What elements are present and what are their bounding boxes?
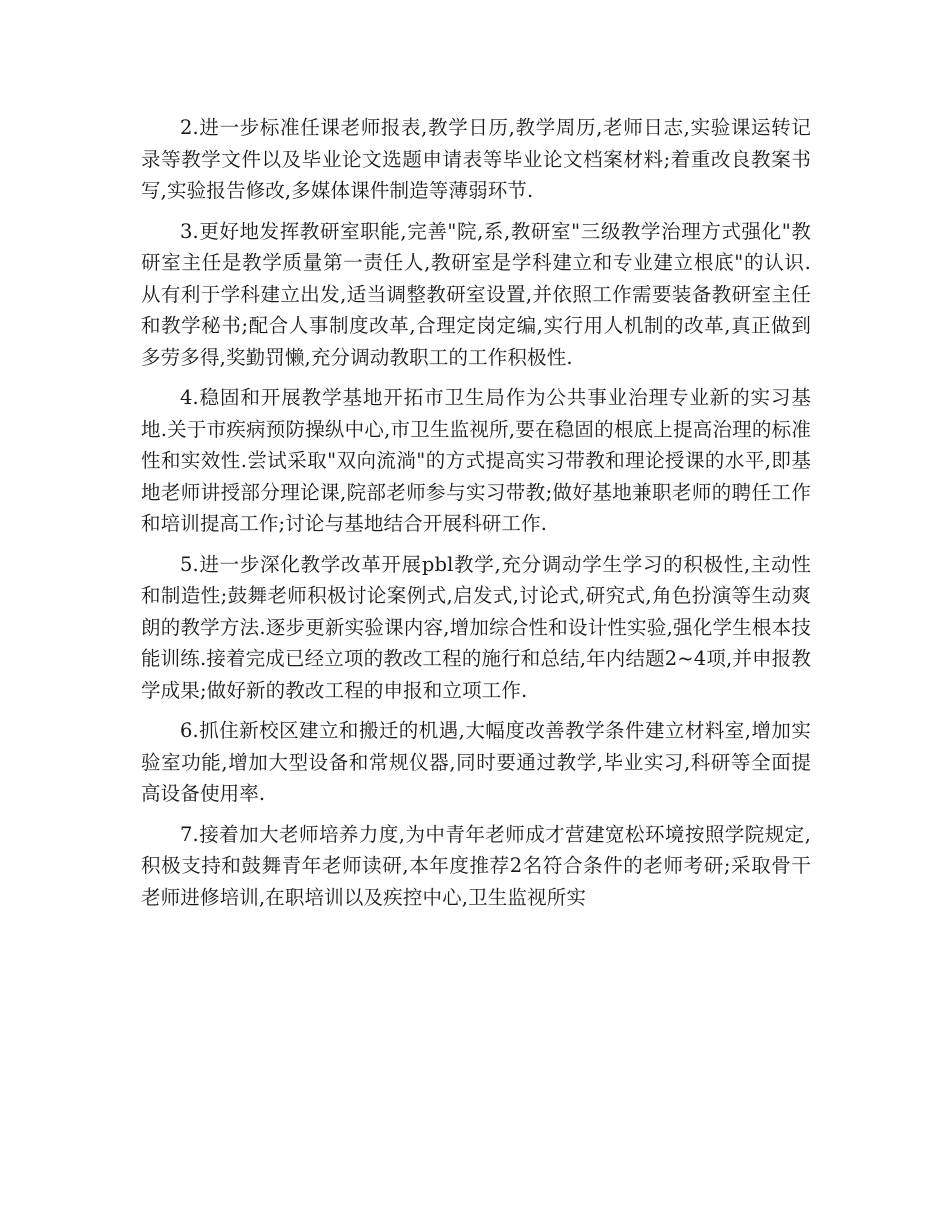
paragraph-item-3: 3.更好地发挥教研室职能,完善"院,系,教研室"三级教学治理方式强化"教研室主任是教学质量第一责任人,教研室是学科建立和专业建立根底"的认识.从有利于学科建立出发,适当调整教研室设置,并依照工作需要装备教研室主任和教学秘书;配合人事制度改革,合理定岗定编,实行用人机制的改革,真正做到多劳多得,奖勤罚懒,充分调动教职工的工作积极性. bbox=[141, 219, 811, 369]
paragraph-item-6: 6.抓住新校区建立和搬迁的机遇,大幅度改善教学条件建立材料室,增加实验室功能,增加大型设备和常规仪器,同时要通过教学,毕业实习,科研等全面提高设备使用率. bbox=[141, 719, 811, 805]
paragraph-item-4: 4.稳固和开展教学基地开拓市卫生局作为公共事业治理专业新的实习基地.关于市疾病预防操纵中心,市卫生监视所,要在稳固的根底上提高治理的标准性和实效性.尝试采取"双向流淌"的方式提高实习带教和理论授课的水平,即基地老师讲授部分理论课,院部老师参与实习带教;做好基地兼职老师的聘任工作和培训提高工作;讨论与基地结合开展科研工作. bbox=[141, 386, 811, 535]
paragraph-item-2: 2.进一步标准任课老师报表,教学日历,教学周历,老师日志,实验课运转记录等教学文件以及毕业论文选题申请表等毕业论文档案材料;着重改良教案书写,实验报告修改,多媒体课件制造等薄弱环节. bbox=[141, 116, 811, 202]
paragraph-item-5: 5.进一步深化教学改革开展pbl教学,充分调动学生学习的积极性,主动性和制造性;鼓舞老师积极讨论案例式,启发式,讨论式,研究式,角色扮演等生动爽朗的教学方法.逐步更新实验课内容,增加综合性和设计性实验,强化学生根本技能训练.接着完成已经立项的教改工程的施行和总结,年内结题2~4项,并申报教学成果;做好新的教改工程的申报和立项工作. bbox=[141, 552, 811, 702]
document-body bbox=[141, 112, 811, 913]
paragraph-item-7: 7.接着加大老师培养力度,为中青年老师成才营建宽松环境按照学院规定,积极支持和鼓舞青年老师读研,本年度推荐2名符合条件的老师考研;采取骨干老师进修培训,在职培训以及疾控中心,卫生监视所实 bbox=[141, 822, 811, 909]
